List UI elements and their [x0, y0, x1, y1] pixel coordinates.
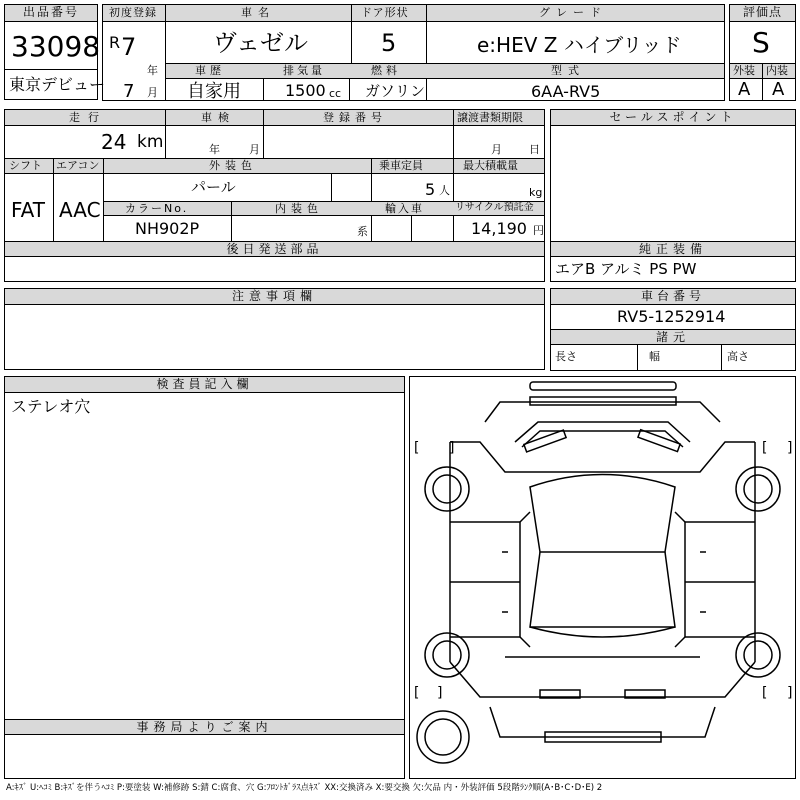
displacement-unit: cc	[329, 87, 342, 100]
sales-points-box	[550, 109, 796, 282]
model-label: 型式	[551, 64, 585, 77]
mileage: 24	[101, 130, 127, 154]
shift-label: シフト	[9, 159, 42, 172]
car-name: ヴェゼル	[213, 29, 309, 57]
width-label: 幅	[649, 350, 660, 363]
chassis-box	[550, 288, 796, 371]
exterior-label: 外装	[733, 64, 755, 77]
equipment-label: 純正装備	[551, 241, 795, 257]
bracket-left-bottom-close: ]	[436, 685, 445, 701]
ac: AAC	[59, 198, 101, 222]
mileage-label: 走行	[69, 111, 107, 124]
doors: 5	[381, 29, 397, 57]
inspector-label: 検査員記入欄	[5, 377, 404, 393]
grade-label: グレード	[539, 6, 607, 19]
sales-points-label: セールスポイント	[551, 110, 795, 126]
exterior-color-label: 外装色	[209, 159, 257, 172]
legend: A:ｷｽﾞ U:ﾍｺﾐ B:ｷｽﾞを伴うﾍｺﾐ P:要塗装 W:補修跡 S:錆 C:腐食、穴 G:ﾌﾛﾝﾄｶﾞﾗｽ点ｷｽﾞ XX:交換済み X:要交換 欠:欠品 内・外装評価 5段階ﾗﾝｸ順(A･B･C･D･E) 2	[6, 783, 603, 793]
history-label: 車歴	[195, 64, 225, 77]
debut-area: 東京デビュー	[9, 75, 106, 94]
capacity: 5	[425, 180, 436, 199]
office-label: 事務局よりご案内	[5, 719, 404, 735]
inspector-box	[4, 376, 405, 779]
length-label: 長さ	[555, 350, 577, 363]
recycle-label: リサイクル預託金	[455, 202, 534, 213]
transfer-month-unit: 月	[491, 143, 502, 156]
lot-number-label: 出品番号	[5, 5, 97, 22]
inspection-year-unit: 年	[209, 143, 220, 156]
displacement: 1500	[285, 81, 326, 100]
color-no: NH902P	[135, 219, 200, 238]
exterior-color: パール	[191, 178, 236, 196]
capacity-label: 乗車定員	[379, 159, 423, 172]
interior-color-unit: 系	[357, 225, 368, 238]
month-unit: 月	[147, 86, 158, 99]
fuel-label: 燃料	[371, 64, 401, 77]
score-box	[729, 4, 796, 101]
model: 6AA-RV5	[531, 82, 601, 101]
history: 自家用	[187, 81, 241, 102]
dimensions-label: 諸元	[551, 329, 795, 345]
equipment: エアB アルミ PS PW	[555, 260, 697, 278]
interior-color-label: 内装色	[275, 202, 323, 215]
spec-box	[4, 109, 545, 282]
bracket-right-bottom: [	[760, 685, 769, 701]
bracket-left-top: [	[412, 440, 421, 456]
car-diagram-box	[409, 376, 796, 779]
score-label: 評価点	[730, 5, 795, 22]
shift: FAT	[11, 198, 46, 222]
era: R	[109, 33, 121, 52]
bracket-right-top: [	[760, 440, 769, 456]
chassis-number: RV5-1252914	[617, 307, 726, 326]
capacity-unit: 人	[439, 184, 450, 197]
load-unit: kg	[529, 186, 543, 199]
transfer-label: 譲渡書類期限	[457, 111, 523, 124]
inspection-label: 車検	[201, 111, 235, 124]
doors-label: ドア形状	[361, 6, 409, 19]
import-label: 輸入車	[385, 202, 424, 215]
lot-number-box	[4, 4, 106, 100]
grade: e:HEV Z ハイブリッド	[477, 33, 682, 57]
inspection-month-unit: 月	[249, 143, 260, 156]
notes-box	[4, 288, 545, 370]
recycle-unit: 円	[533, 224, 544, 237]
interior-label: 内装	[766, 64, 788, 77]
score: S	[752, 26, 770, 59]
bracket-right-top-close: ]	[786, 440, 795, 456]
car-name-label: 車名	[241, 6, 275, 19]
later-parts-label: 後日発送部品	[5, 241, 544, 257]
color-no-label: カラーNo.	[125, 202, 189, 215]
car-diagram	[410, 377, 795, 778]
lot-number: 33098	[11, 30, 101, 63]
first-reg-month: 7	[123, 81, 135, 102]
vehicle-header-box	[102, 4, 725, 101]
bracket-right-bottom-close: ]	[786, 685, 795, 701]
bracket-left-top-close: ]	[448, 440, 457, 456]
fuel: ガソリン	[365, 82, 426, 100]
year-unit: 年	[147, 64, 158, 77]
chassis-label: 車台番号	[551, 289, 795, 305]
mileage-unit: km	[137, 132, 164, 152]
exterior-grade: A	[738, 79, 751, 100]
height-label: 高さ	[727, 350, 749, 363]
inspector-note: ステレオ穴	[11, 397, 91, 416]
bracket-left-bottom: [	[412, 685, 421, 701]
ac-label: エアコン	[56, 159, 100, 172]
plate-label: 登録番号	[323, 111, 387, 124]
load-label: 最大積載量	[463, 159, 518, 172]
notes-label: 注意事項欄	[5, 289, 544, 305]
displacement-label: 排気量	[283, 64, 325, 77]
recycle-fee: 14,190	[471, 219, 527, 238]
first-reg-year: 7	[121, 33, 137, 61]
interior-grade: A	[772, 79, 785, 100]
first-reg-label: 初度登録	[109, 6, 157, 19]
transfer-day-unit: 日	[529, 143, 540, 156]
